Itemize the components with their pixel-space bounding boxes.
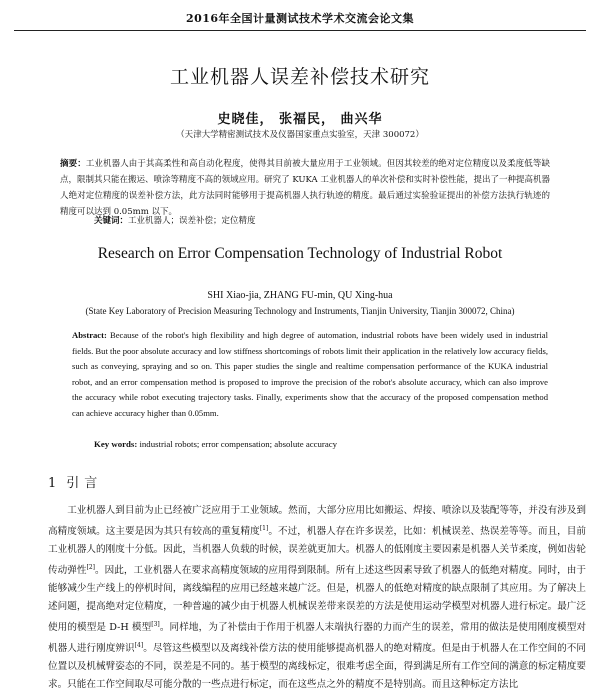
abstract-cn-text: 工业机器人由于其高柔性和高自动化程度，使得其目前被大量应用于工业领域。但因其较差的绝对定位精度以及柔度低等缺点，限制其只能在搬运、喷涂等精度不高的领域应用。研究了 KUKA 工业机器人的单次补偿和实时补偿性能，提出了一种提高机器人绝对定位精度的误差补偿方法，此方法同时能够用于提高机器人执行轨迹的精度。最后通过实验验证提出的补偿方法执行轨迹的精度可以达到 0.05mm 以下。 — [60, 159, 550, 217]
body-text-5: 。尽管这些模型以及离线补偿方法的使用能够提高机器人的绝对精度。但是由于机器人在工作空间的不同位置以及机械臂姿态的不同，误差是不同的。基于模型的离线标定，很难考虑全面，得到满足所有工作空间的满意的标定精度要求。只能在工作空间取尽可能分散的一些点进行标定，而在这些点之外的精度不是特别高。而且这种标定方法比 — [48, 643, 587, 690]
body-text-1: 工业机器人到目前为止已经被广泛应用于工业领域。然而，大部分应用比如搬运、焊接、喷涂以及装配等等，并没有涉及到高精度领域。这主要是因为其只有较高的重复精度 — [48, 505, 586, 538]
body-text-2: 。不过，机器人存在许多误差，比如：机械误差、热误差等等。而且，目前工业机器人的刚度十分低。因此，当机器人负载的时候，误差就更加大。机器人的低刚度主要因素是机器人关节柔度，例如齿轮传动弹性 — [48, 526, 587, 577]
keywords-en — [94, 439, 337, 449]
abstract-cn-label: 摘要： — [60, 159, 86, 169]
keywords-cn-text: 工业机器人；误差补偿；定位精度 — [128, 216, 256, 226]
keywords-cn-label: 关键词： — [94, 216, 129, 226]
authors-en: SHI Xiao-jia, ZHANG FU-min, QU Xing-hua — [207, 290, 393, 301]
paper-title-cn: 工业机器人误差补偿技术研究 — [169, 66, 430, 88]
abstract-en-text: Because of the robot's high flexibility and high degree of automation, industrial robots have been widely used in industrial fields. But the poor absolute accuracy and low stiffness shortcomings of robots limit their application in the relatively low accuracy fields, such as conveying, spraying and so on. This paper studies the single and realtime compensation performance of the KUKA industrial robot, and an error compensation method is proposed to improve the precision of the robot's absolute accuracy, which can also improve the accuracy while robot executing trajectory tasks. Finally, experiments show that the accuracy of the proposed compensation method can achieve accuracy higher than 0.05mm. — [72, 330, 548, 418]
keywords-en-label: Key words: — [94, 439, 138, 449]
abstract-cn — [60, 156, 550, 220]
affiliation-en: (State Key Laboratory of Precision Measuring Technology and Instruments, Tianjin University, Tianjin 300072, China) — [85, 306, 515, 316]
citation-2: [2] — [86, 563, 96, 571]
paper-title-en: Research on Error Compensation Technology of Industrial Robot — [97, 245, 503, 262]
body-paragraph — [48, 502, 586, 694]
section-title: 引言 — [66, 476, 103, 491]
affiliation-cn: （天津大学精密测试技术及仪器国家重点实验室，天津 300072） — [176, 130, 424, 140]
citation-1: [1] — [259, 524, 269, 532]
body-text-3: 。因此，工业机器人在要求高精度领域的应用得到限制。所有上述这些因素导致了机器人的低绝对精度。同时，由于能够减少生产线上的停机时间，离线编程的应用已经越来越广泛。但是，机器人的低绝对精度的缺点限制了其应用。为了解决上述问题，提高绝对定位精度，一种普遍的减少由于机器人机械误差带来误差的方法是使用运动学模型对机器人进行标定。最广泛使用的模型是 D-H 模型 — [48, 565, 587, 633]
running-header: 2016年全国计量测试技术学术交流会论文集 — [185, 12, 415, 25]
citation-4: [4] — [134, 641, 144, 649]
citation-3: [3] — [151, 620, 160, 628]
abstract-en-label: Abstract: — [72, 330, 107, 340]
keywords-en-text: industrial robots; error compensation; absolute accuracy — [139, 439, 338, 449]
section-number: 1 — [48, 476, 57, 491]
header-rule — [14, 30, 586, 31]
authors-cn: 史晓佳， 张福民， 曲兴华 — [217, 112, 383, 127]
body-text-4: 。同样地，为了补偿由于作用于机器人末端执行器的力而产生的误差，常用的做法是使用刚度模型对机器人进行刚度辨识 — [48, 622, 587, 655]
keywords-cn — [94, 214, 256, 226]
section-heading — [48, 472, 102, 491]
abstract-en — [72, 328, 548, 422]
